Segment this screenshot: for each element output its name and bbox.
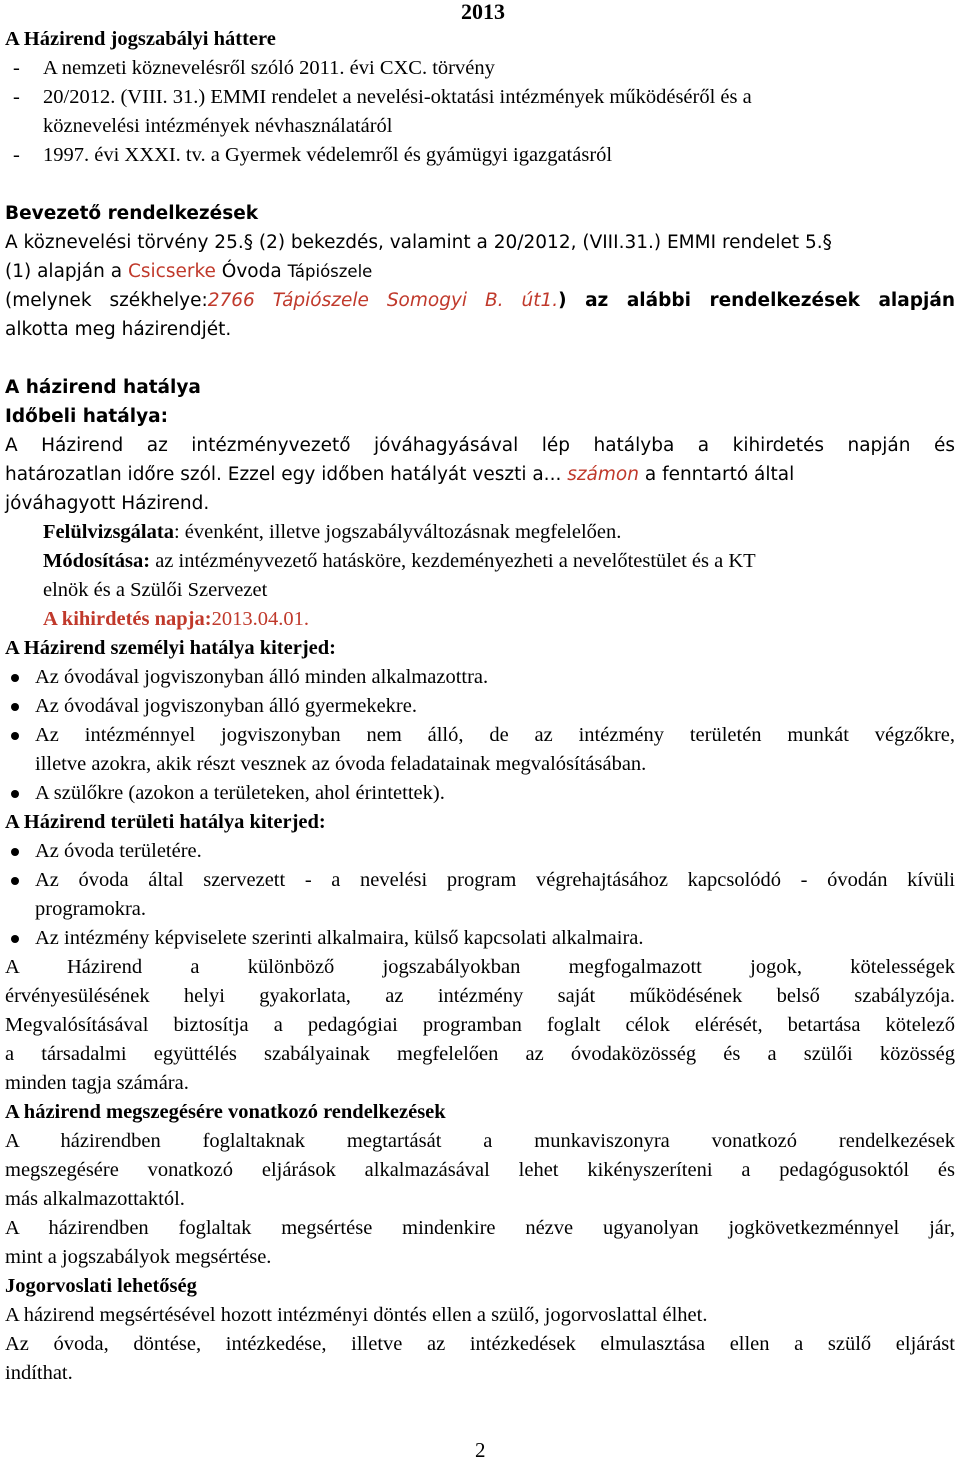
- bullet-icon: [5, 721, 35, 779]
- legal-item: - 20/2012. (VIII. 31.) EMMI rendelet a nevelési-oktatási intézmények működéséről és a: [13, 86, 752, 108]
- bullet-icon: [5, 663, 35, 692]
- document-year: 2013: [461, 0, 505, 24]
- temporal-scope-text: határozatlan időre szól. Ezzel egy időben hatályát veszti a... számon a fenntartó által: [5, 464, 795, 485]
- kindergarten-name: Csicserke: [127, 261, 216, 282]
- announcement-date: A kihirdetés napja:2013.04.01.: [43, 608, 309, 630]
- bullet-icon: [5, 866, 35, 924]
- bullet-icon: [5, 779, 35, 808]
- modification-line: Módosítása: az intézményvezető hatásköre, kezdeményezheti a nevelőtestület és a KT: [43, 550, 756, 572]
- temporal-scope-text: A Házirend az intézményvezető jóváhagyásával lép hatályba a kihirdetés napján és: [5, 435, 955, 456]
- page-number: 2: [475, 1438, 486, 1462]
- legal-item-continuation: köznevelési intézmények névhasználatáról: [43, 115, 393, 137]
- intro-text: alkotta meg házirendjét.: [5, 319, 232, 340]
- legal-background-heading: A Házirend jogszabályi háttere: [5, 28, 276, 50]
- violation-heading: A házirend megszegésére vonatkozó rendelkezések: [5, 1101, 446, 1123]
- temporal-scope-text: jóváhagyott Házirend.: [5, 493, 210, 514]
- list-item: Az óvodával jogviszonyban álló gyermekekre.: [5, 692, 955, 721]
- legal-remedy-text: A házirend megsértésével hozott intézményi döntés ellen a szülő, jogorvoslattal élhet.: [5, 1304, 708, 1326]
- bullet-icon: [5, 692, 35, 721]
- review-line: Felülvizsgálata: évenként, illetve jogszabályváltozásnak megfelelően.: [43, 521, 622, 543]
- scope-heading: A házirend hatálya: [5, 377, 201, 398]
- personal-scope-heading: A Házirend személyi hatálya kiterjed:: [5, 637, 336, 659]
- list-item: Az óvoda által szervezett - a nevelési program végrehajtásához kapcsolódó - óvodán kívüli programokra.: [5, 866, 955, 924]
- territorial-scope-heading: A Házirend területi hatálya kiterjed:: [5, 811, 326, 833]
- intro-heading: Bevezető rendelkezések: [5, 203, 259, 224]
- document-page: [5, 0, 955, 1388]
- infringement-paragraph: A házirendben foglaltak megsértése mindenkire nézve ugyanolyan jogkövetkezménnyel jár, mint a jogszabályok megsértése.: [5, 1217, 955, 1268]
- list-item: Az intézménnyel jogviszonyban nem álló, de az intézmény területén munkát végzőkre, illetve azokra, akik részt vesznek az óvoda feladatainak megvalósításában.: [5, 721, 955, 779]
- address: 2766 Tápiószele Somogyi B. út1.: [207, 290, 559, 311]
- bullet-icon: [5, 924, 35, 953]
- house-rules-paragraph: A Házirend a különböző jogszabályokban megfogalmazott jogok, kötelességek érvényesülésének helyi gyakorlata, az intézmény saját működésének belső szabályzója. Megvalósításával biztosítja a pedagógiai programban foglalt célok elérését, betartása kötelező a társadalmi együttélés szabályainak megfelelően az óvodaközösség és a szülői közösség minden tagja számára.: [5, 956, 955, 1094]
- intro-text: (1) alapján a Csicserke Óvoda Tápiószele: [5, 261, 373, 282]
- legal-item: - A nemzeti köznevelésről szóló 2011. évi CXC. törvény: [13, 57, 495, 79]
- legal-remedy-paragraph: Az óvoda, döntése, intézkedése, illetve az intézkedések elmulasztása ellen a szülő eljárást indíthat.: [5, 1333, 955, 1384]
- legal-remedy-heading: Jogorvoslati lehetőség: [5, 1275, 197, 1297]
- list-item: Az óvoda területére.: [5, 837, 955, 866]
- list-item: Az óvodával jogviszonyban álló minden alkalmazottra.: [5, 663, 955, 692]
- violation-paragraph: A házirendben foglaltaknak megtartását a munkaviszonyra vonatkozó rendelkezések megszegésére vonatkozó eljárások alkalmazásával lehet kikényszeríteni a pedagógusoktól és más alkalmazottaktól.: [5, 1130, 955, 1210]
- modification-continuation: elnök és a Szülői Szervezet: [43, 579, 268, 601]
- list-item: Az intézmény képviselete szerinti alkalmaira, külső kapcsolati alkalmaira.: [5, 924, 955, 953]
- temporal-scope-heading: Időbeli hatálya:: [5, 406, 169, 427]
- list-item: A szülőkre (azokon a területeken, ahol érintettek).: [5, 779, 955, 808]
- intro-text: (melynek székhelye:2766 Tápiószele Somogyi B. út1.) az alábbi rendelkezések alapján: [5, 290, 955, 311]
- legal-item: - 1997. évi XXXI. tv. a Gyermek védelemről és gyámügyi igazgatásról: [13, 144, 613, 166]
- intro-text: A köznevelési törvény 25.§ (2) bekezdés, valamint a 20/2012, (VIII.31.) EMMI rendelet 5.§: [5, 232, 832, 253]
- bullet-icon: [5, 837, 35, 866]
